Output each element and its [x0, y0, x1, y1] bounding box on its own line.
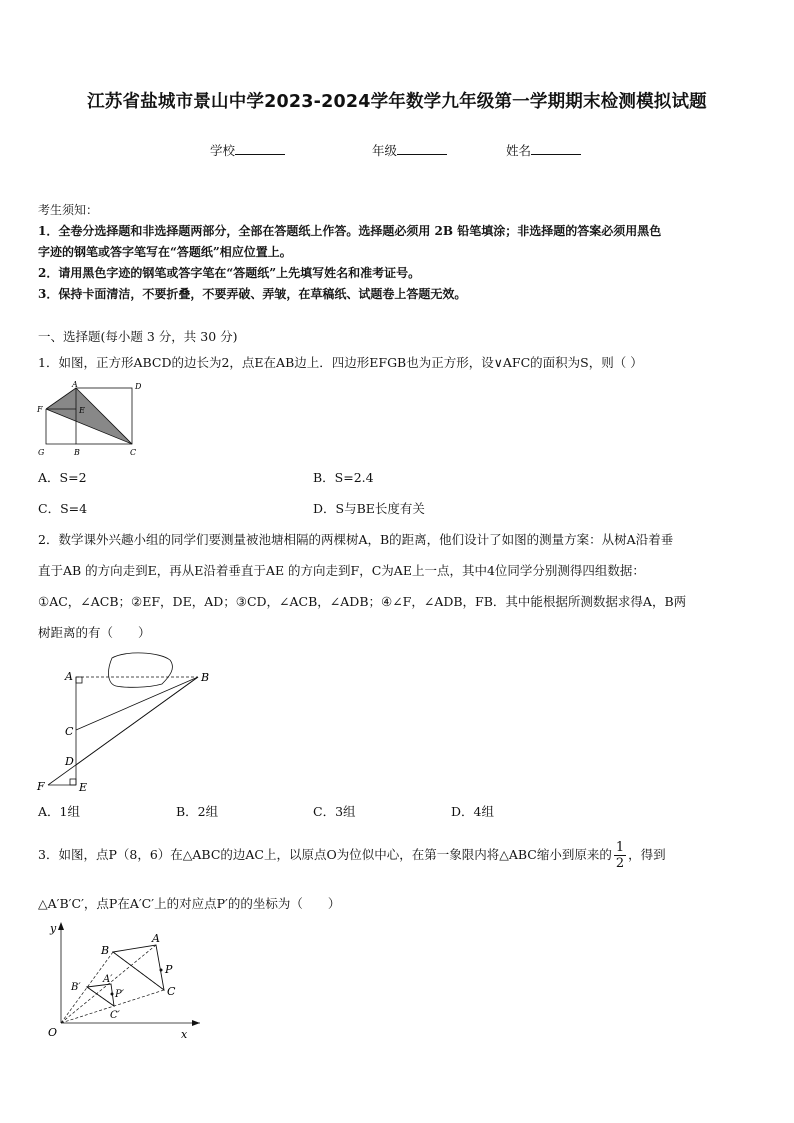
q2-label-e: E [79, 781, 88, 794]
q1-option-a[interactable]: A．S=2 [38, 470, 87, 485]
q1-label-d: D [135, 382, 142, 391]
q3-label-a1: A′ [103, 974, 113, 985]
triangle-abc [113, 945, 164, 990]
q2-option-d[interactable]: D．4组 [451, 804, 494, 819]
q1-label-b: B [74, 448, 80, 457]
note-item: 2．请用黑色字迹的钢笔或答字笔在“答题纸”上先填写姓名和准考证号。 [38, 266, 421, 280]
q2-option-b[interactable]: B．2组 [176, 804, 219, 819]
notes-heading: 考生须知： [38, 203, 99, 217]
q1-option-b[interactable]: B．S=2.4 [313, 470, 374, 485]
q2-figure [30, 648, 220, 796]
q2-label-a: A [65, 670, 73, 683]
grade-blank[interactable] [397, 143, 447, 155]
school-blank[interactable] [235, 143, 285, 155]
q3-label-y: y [50, 922, 57, 935]
q3-label-x: x [181, 1028, 188, 1041]
grade-label: 年级 [372, 143, 398, 158]
q2-option-a[interactable]: A．1组 [38, 804, 80, 819]
note-item: 3．保持卡面清洁，不要折叠，不要弄破、弄皱，在草稿纸、试题卷上答题无效。 [38, 287, 467, 301]
triangle-a1b1c1 [87, 984, 114, 1006]
school-field [210, 141, 285, 159]
pond-shape [109, 653, 173, 687]
name-field [506, 141, 581, 159]
q3-label-o: O [48, 1026, 58, 1039]
point-p1 [111, 993, 114, 996]
q2-stem [38, 524, 760, 648]
point-p [160, 969, 163, 972]
notes-block [38, 200, 760, 305]
q2-line: ①AC，∠ACB；②EF，DE，AD；③CD，∠ACB，∠ADB；④∠F，∠ADB，FB．其中能根据所测数据求得A，B两 [38, 594, 687, 609]
q2-label-f: F [37, 780, 45, 793]
q2-option-c[interactable]: C．3组 [313, 804, 356, 819]
y-axis-arrow-icon [58, 922, 64, 930]
right-angle-e [70, 779, 76, 785]
name-blank[interactable] [531, 143, 581, 155]
q1-label-g: G [38, 448, 45, 457]
q2-line: 2．数学课外兴趣小组的同学们要测量被池塘相隔的两棵树A，B的距离，他们设计了如图的测量方案：从树A沿着垂 [38, 532, 674, 547]
q1-label-f: F [37, 405, 43, 414]
q3-stem-line1 [38, 840, 760, 871]
q1-label-a: A [72, 380, 78, 389]
q2-label-c: C [65, 725, 74, 738]
name-label: 姓名 [506, 143, 532, 158]
section-heading: 一、选择题(每小题 3 分，共 30 分) [38, 329, 238, 344]
q3-text-b: ，得到 [628, 847, 666, 862]
q2-line: 树距离的有（ ） [38, 625, 151, 640]
q3-text-a: 3．如图，点P（8，6）在△ABC的边AC上，以原点O为位似中心，在第一象限内将△ABC缩小到原来的 [38, 847, 612, 862]
school-label: 学校 [210, 143, 236, 158]
q1-label-c: C [130, 448, 137, 457]
fraction-numerator: 1 [615, 840, 625, 855]
q2-line: 直于AB 的方向走到E，再从E沿着垂直于AE 的方向走到F，C为AE上一点，其中4位同学分别测得四组数据： [38, 563, 645, 578]
q1-option-c[interactable]: C．S=4 [38, 501, 88, 516]
q3-figure [40, 918, 210, 1044]
q3-label-c1: C′ [110, 1010, 120, 1021]
note-item: 字迹的钢笔或答字笔写在“答题纸”相应位置上。 [38, 245, 292, 259]
q3-label-c: C [167, 985, 176, 998]
right-angle-a [76, 677, 82, 683]
note-item: 1．全卷分选择题和非选择题两部分，全部在答题纸上作答。选择题必须用 2B 铅笔填涂；非选择题的答案必须用黑色 [38, 224, 662, 238]
q3-stem-line2: △A′B′C′，点P在A′C′上的对应点P′的的坐标为（ ） [38, 896, 341, 911]
page-title: 江苏省盐城市景山中学2023-2024学年数学九年级第一学期期末检测模拟试题 [87, 92, 707, 112]
grade-field [372, 141, 447, 159]
q1-shaded-triangle [46, 388, 132, 444]
q1-stem: 1．如图，正方形ABCD的边长为2，点E在AB边上．四边形EFGB也为正方形，设∨AFC的面积为S，则（ ） [38, 355, 643, 370]
q2-label-b: B [201, 671, 210, 684]
q3-label-b: B [101, 944, 110, 957]
q1-option-d[interactable]: D．S与BE长度有关 [313, 501, 425, 516]
q3-label-b1: B′ [71, 982, 81, 993]
q2-label-d: D [65, 755, 74, 768]
q1-label-e: E [79, 406, 85, 415]
fraction-denominator: 2 [615, 856, 625, 871]
q1-figure [34, 380, 152, 458]
q3-label-a: A [152, 932, 160, 945]
q3-label-p1: P′ [115, 989, 124, 1000]
fraction-half [614, 840, 626, 871]
q3-label-p: P [165, 963, 173, 976]
x-axis-arrow-icon [192, 1020, 200, 1026]
